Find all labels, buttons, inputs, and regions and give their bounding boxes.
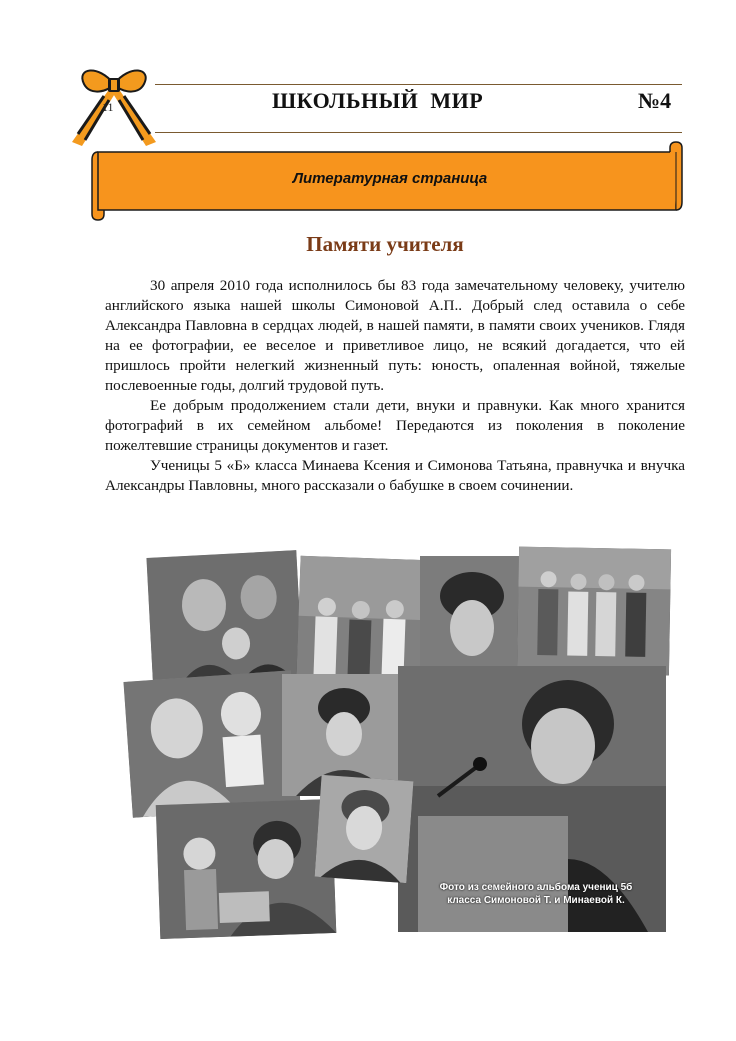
article-paragraph: 30 апреля 2010 года исполнилось бы 83 года замечательному человеку, учителю английского языка нашей школы Симоновой А.П.. Добрый след оставила о себе Александра Павловна в сердцах людей, в нашей памяти, в памяти своих учеников. Глядя на ее фотографии, ее веселое и приветливое лицо, не всякий догадается, что ей пришлось пройти нелегкий жизненный путь: юность, опаленная войной, тяжелые послевоенные годы, долгий трудовой путь. bbox=[105, 277, 685, 394]
photo-collage bbox=[0, 540, 736, 960]
photo-caption bbox=[420, 881, 652, 907]
photo-family-outdoor bbox=[517, 547, 671, 676]
caption-line: класса Симоновой Т. и Минаевой К. bbox=[447, 895, 625, 906]
caption-line: Фото из семейного альбома учениц 5б bbox=[439, 882, 633, 893]
article-paragraph: Ее добрым продолжением стали дети, внуки и правнуки. Как много хранится фотографий в их семейном альбоме! Передаются из поколения в поколение пожелтевшие страницы документов и газет. bbox=[105, 397, 685, 454]
page-number: 11 bbox=[102, 100, 114, 114]
photo-woman-with-baby bbox=[123, 670, 300, 817]
article-paragraph: Ученицы 5 «Б» класса Минаева Ксения и Симонова Татьяна, правнучка и внучка Александры Павловны, много рассказали о бабушке в своем сочинении. bbox=[105, 457, 685, 494]
newspaper-title: ШКОЛЬНЫЙ МИР bbox=[272, 88, 484, 113]
photo-elderly-portrait bbox=[315, 775, 414, 883]
article-title: Памяти учителя bbox=[306, 232, 464, 256]
section-label: Литературная страница bbox=[292, 170, 488, 187]
st-george-ribbon-icon bbox=[68, 62, 160, 148]
header-bottom-rule bbox=[155, 132, 682, 133]
header-top-rule bbox=[155, 84, 682, 85]
photo-child-with-family bbox=[156, 799, 337, 939]
issue-number: №4 bbox=[638, 88, 672, 113]
article-body bbox=[105, 276, 685, 496]
